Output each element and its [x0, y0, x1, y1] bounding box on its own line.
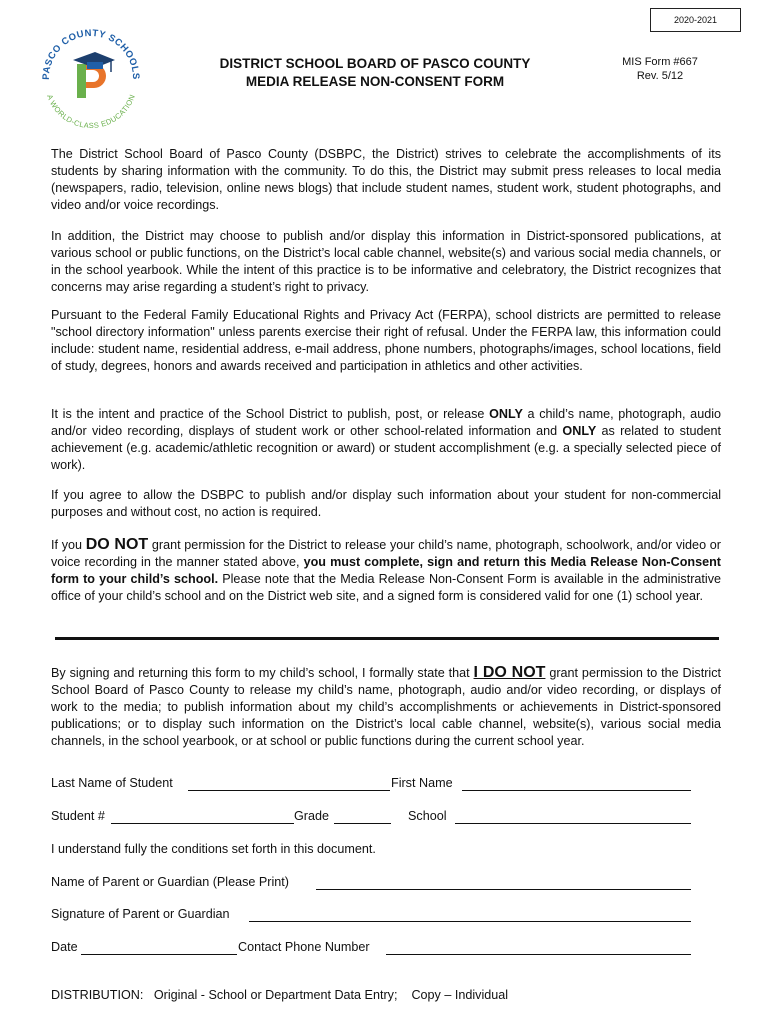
statement-paragraph	[51, 664, 721, 750]
school-year-box	[650, 8, 741, 32]
last-name-field[interactable]	[188, 790, 390, 791]
agree-paragraph: If you agree to allow the DSBPC to publish and/or display such information about your student for non-commercial purposes and without cost, no action is required.	[51, 488, 721, 519]
intent-paragraph	[51, 406, 721, 474]
logo-arc-bottom: A WORLD-CLASS EDUCATION	[45, 93, 137, 131]
date-label: Date	[51, 940, 78, 954]
distribution-original: Original - School or Department Data Entry;	[153, 988, 398, 1002]
publication-paragraph: In addition, the District may choose to publish and/or display this information in District-sponsored publications, at various school or public functions, on the District’s local cable channel, website(s) and various social media channels, or in the school yearbook. While the intent of this practice is to be informative and celebratory, the District recognizes that concerns may arise regarding a student’s right to privacy.	[51, 229, 721, 294]
ferpa-paragraph: Pursuant to the Federal Family Educational Rights and Privacy Act (FERPA), school districts are permitted to release "school directory information" unless parents exercise their right of refusal. Under the FERPA law, this information could include: student name, residential address, e-mail address, phone numbers, photographs/images, school locations, field of study, degrees, honors and awards received and participation in athletics and other activities.	[51, 308, 721, 373]
school-label: School	[408, 809, 447, 823]
statement-text-2: grant permission to the District School Board of Pasco County to release my child’s name, photograph, audio and/or video recording, or displays of work to the media; to publish information about my child’s accomplishments or achievements in District-sponsored publications; or to display such information on the District’s local cable channel, website(s), various social media channels, in the school yearbook, or at school or public functions during the current school year.	[51, 666, 722, 748]
phone-field[interactable]	[386, 954, 691, 955]
student-name-row	[51, 776, 691, 794]
date-phone-row	[51, 940, 691, 958]
do-not-text-1: If you	[51, 538, 86, 552]
distribution-copy: Copy – Individual	[411, 988, 509, 1002]
student-number-label: Student #	[51, 809, 105, 823]
do-not-emphasis: DO NOT	[85, 536, 149, 553]
logo-arc-top: PASCO COUNTY SCHOOLS	[40, 27, 142, 80]
title-line-1: DISTRICT SCHOOL BOARD OF PASCO COUNTY	[219, 56, 531, 71]
signature-row	[51, 907, 691, 925]
student-info-row	[51, 809, 691, 827]
do-not-text-2: grant permission for the District to release your child’s name, photograph, schoolwork, and/or video or voice recording in the manner stated above,	[51, 538, 721, 569]
i-do-not-emphasis: I DO NOT	[473, 664, 546, 681]
first-name-label: First Name	[391, 776, 453, 790]
grade-label: Grade	[294, 809, 330, 823]
do-not-text-3: Please note that the Media Release Non-Consent Form is available in the administrative office of your child’s school and on the District web site, and a signed form is considered valid for one (1) school year.	[51, 572, 721, 603]
signature-field[interactable]	[249, 921, 691, 922]
intro-paragraph: The District School Board of Pasco County (DSBPC, the District) strives to celebrate the accomplishments of its students by sharing information with the community. To do this, the District may submit press releases to local media (newspapers, radio, television, online news blogs) that include student names, student work, student photographs, and video and/or voice recordings.	[51, 147, 721, 212]
school-field[interactable]	[455, 823, 691, 824]
svg-text:A WORLD-CLASS EDUCATION	[45, 93, 137, 130]
parent-name-field[interactable]	[316, 889, 691, 890]
intent-text-3: as related to student achievement (e.g. academic/athletic recognition or award) or student accomplishment (e.g. a specially selected piece of work).	[51, 424, 721, 472]
grade-field[interactable]	[334, 823, 391, 824]
phone-label: Contact Phone Number	[238, 940, 370, 954]
intent-text-2: a child’s name, photograph, audio and/or video recording, displays of student work or other school-related information and	[51, 407, 721, 438]
distribution-footer	[51, 988, 508, 1002]
signature-label: Signature of Parent or Guardian	[51, 907, 230, 921]
must-complete-emphasis: you must complete, sign and return this Media Release Non-Consent form to your child’s school.	[51, 555, 721, 586]
parent-name-label: Name of Parent or Guardian (Please Print)	[51, 875, 289, 889]
student-number-field[interactable]	[111, 823, 294, 824]
distribution-label: DISTRIBUTION:	[51, 988, 144, 1002]
intent-text-1: It is the intent and practice of the School District to publish, post, or release	[51, 407, 490, 421]
section-divider	[55, 637, 719, 640]
form-revision: Rev. 5/12	[636, 70, 684, 82]
last-name-label: Last Name of Student	[51, 776, 173, 790]
pasco-county-schools-logo	[35, 22, 147, 134]
form-number-block	[605, 55, 715, 83]
school-year: 2020-2021	[673, 15, 718, 25]
do-not-paragraph	[51, 536, 721, 605]
form-number: MIS Form #667	[622, 56, 698, 68]
date-field[interactable]	[81, 954, 237, 955]
form-title	[185, 55, 565, 91]
only-emphasis-1: ONLY	[489, 407, 523, 421]
only-emphasis-2: ONLY	[562, 424, 597, 438]
first-name-field[interactable]	[462, 790, 691, 791]
parent-name-row	[51, 875, 691, 893]
title-line-2: MEDIA RELEASE NON-CONSENT FORM	[245, 74, 505, 89]
understand-statement: I understand fully the conditions set forth in this document.	[51, 842, 376, 856]
statement-text-1: By signing and returning this form to my child’s school, I formally state that	[51, 666, 474, 680]
